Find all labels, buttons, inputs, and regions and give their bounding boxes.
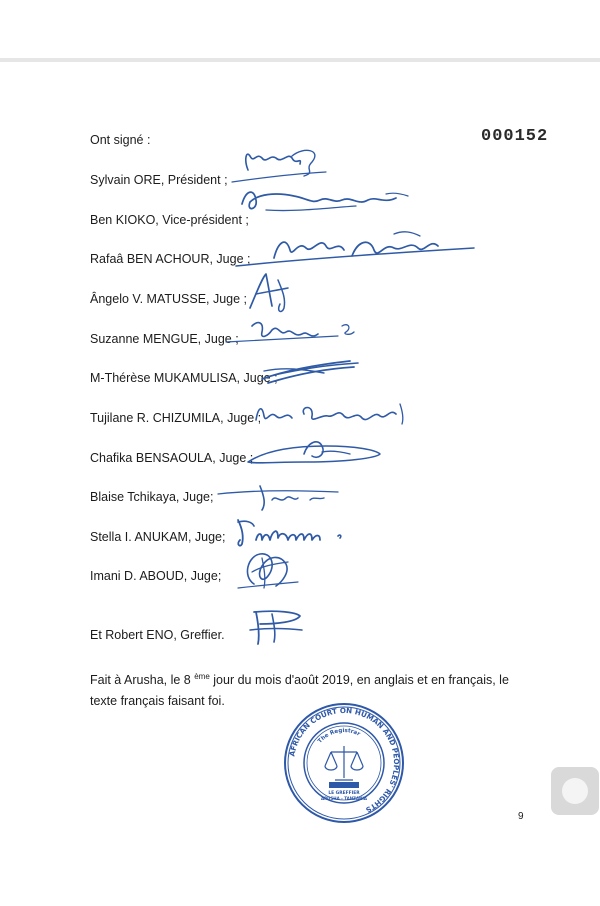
- top-divider: [0, 58, 600, 62]
- signatory-kioko: Ben KIOKO, Vice-président ;: [90, 213, 249, 227]
- signatory-anukam: Stella I. ANUKAM, Juge;: [90, 530, 226, 544]
- signature-matusse: [242, 268, 302, 316]
- signature-ore: [230, 142, 330, 187]
- signatory-tchikaya: Blaise Tchikaya, Juge;: [90, 490, 214, 504]
- signature-tchikaya: [214, 480, 344, 514]
- signature-kioko: [236, 182, 416, 222]
- signature-anukam: [232, 514, 352, 550]
- signatory-mengue: Suzanne MENGUE, Juge ;: [90, 332, 239, 346]
- signature-bensaoula: [246, 432, 386, 472]
- seal-inner-bottom-text: LE GREFFIER: [328, 791, 360, 796]
- stamp-number: 000152: [481, 127, 549, 146]
- signature-chizumila: [250, 396, 410, 430]
- signatory-chizumila: Tujilane R. CHIZUMILA, Juge ;: [90, 411, 262, 425]
- signatory-mukamulisa: M-Thérèse MUKAMULISA, Juge ;: [90, 371, 278, 385]
- signatory-matusse: Ângelo V. MATUSSE, Juge ;: [90, 292, 248, 306]
- signature-eno: [246, 606, 306, 648]
- scales-of-justice-icon: [325, 746, 363, 788]
- signatory-eno: Et Robert ENO, Greffier.: [90, 628, 225, 642]
- circle-button-dot: [562, 778, 588, 804]
- signatory-aboud: Imani D. ABOUD, Juge;: [90, 569, 222, 583]
- closing-text-superscript: ème: [194, 672, 210, 681]
- seal-location-text: ARUSHA - TANZANIA: [321, 796, 367, 801]
- signature-aboud: [232, 546, 304, 594]
- closing-text-part-2: jour du mois d'août 2019, en anglais et en français, le texte français faisant foi.: [90, 673, 509, 709]
- signed-heading: Ont signé :: [90, 133, 151, 147]
- signature-mengue: [222, 312, 362, 350]
- signature-mukamulisa: [254, 355, 364, 387]
- seal-inner-top-text: The Registrar: [317, 727, 361, 745]
- signatory-bensaoula: Chafika BENSAOULA, Juge ;: [90, 451, 254, 465]
- page-number: 9: [518, 811, 524, 822]
- circle-button-icon[interactable]: [551, 767, 599, 815]
- signatory-ore: Sylvain ORE, Président ;: [90, 173, 228, 187]
- signatory-ben-achour: Rafaâ BEN ACHOUR, Juge ;: [90, 252, 251, 266]
- court-seal: [283, 702, 405, 824]
- seal-outer-text: AFRICAN COURT ON HUMAN AND PEOPLES' RIGHTS: [287, 705, 402, 815]
- closing-text-part-1: Fait à Arusha, le 8: [90, 673, 195, 688]
